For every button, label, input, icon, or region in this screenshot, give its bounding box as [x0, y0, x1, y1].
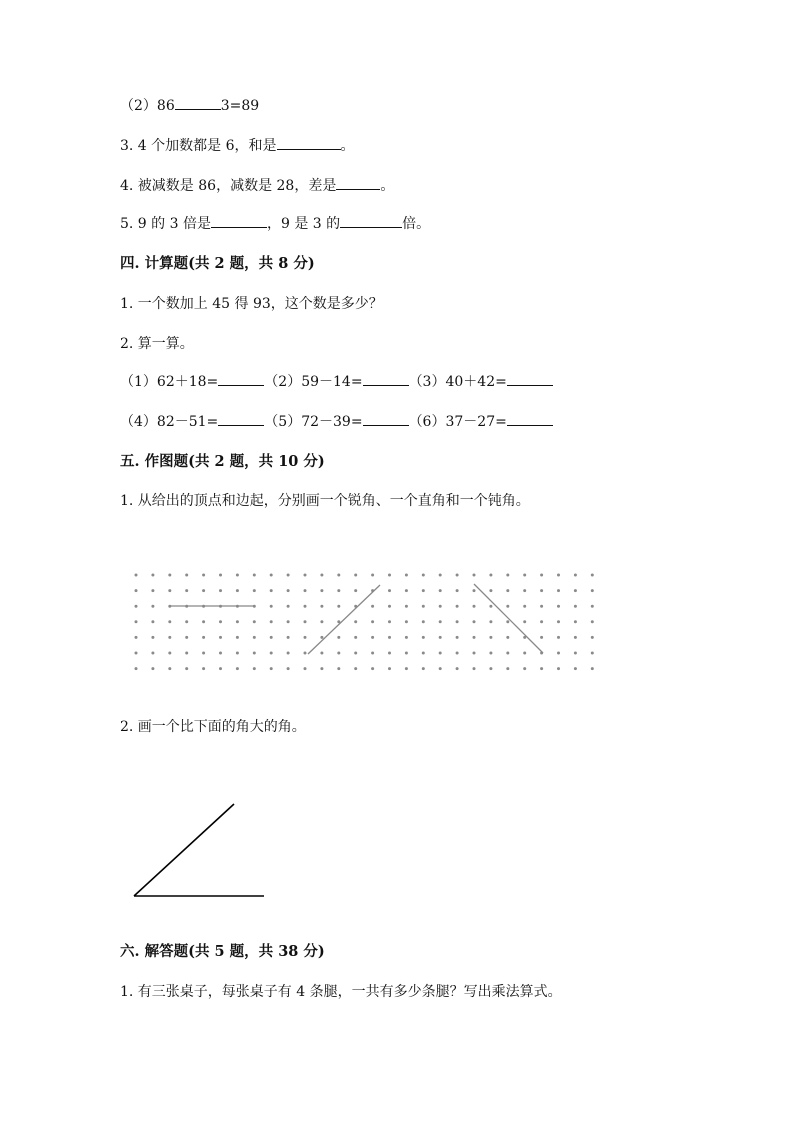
grid-dot [287, 620, 290, 623]
grid-dot [540, 589, 543, 592]
grid-dot [388, 652, 391, 655]
grid-dot [506, 636, 509, 639]
grid-dot [236, 589, 239, 592]
calc-item [120, 412, 264, 432]
grid-dot [185, 636, 188, 639]
q5-part1: 5. 9 的 3 倍是 [120, 216, 211, 232]
calc-item [409, 372, 553, 392]
grid-dot [405, 589, 408, 592]
grid-dot [304, 667, 307, 670]
grid-dot [574, 620, 577, 623]
q5-part2: ，9 是 3 的 [266, 216, 341, 232]
grid-dot [202, 620, 205, 623]
grid-dot [523, 574, 526, 577]
grid-dot [236, 636, 239, 639]
calc-item [409, 412, 553, 432]
grid-dot [287, 574, 290, 577]
grid-dot [506, 652, 509, 655]
grid-dot [557, 620, 560, 623]
grid-dot [151, 620, 154, 623]
grid-dot [185, 605, 188, 608]
grid-dot [439, 574, 442, 577]
grid-dot [253, 574, 256, 577]
s5-question-1: 1. 从给出的顶点和边起，分别画一个锐角、一个直角和一个钝角。 [120, 493, 530, 509]
grid-dot [540, 636, 543, 639]
grid-dot [287, 652, 290, 655]
calc-item [264, 372, 408, 392]
answer-blank[interactable] [340, 214, 402, 228]
grid-dot [523, 652, 526, 655]
grid-dot [202, 589, 205, 592]
grid-dot [219, 667, 222, 670]
grid-dot [388, 620, 391, 623]
grid-dot [354, 636, 357, 639]
grid-dot [135, 667, 138, 670]
grid-dot [489, 620, 492, 623]
grid-dot [557, 636, 560, 639]
grid-dot [574, 574, 577, 577]
grid-dot [506, 620, 509, 623]
obtuse-start-segment [474, 584, 543, 653]
q5-end: 倍。 [402, 216, 431, 232]
grid-dot [287, 605, 290, 608]
grid-dot [168, 620, 171, 623]
q4-end: 。 [380, 178, 395, 194]
calc-item [120, 372, 264, 392]
grid-dot [540, 620, 543, 623]
grid-dot [473, 574, 476, 577]
grid-dot [236, 620, 239, 623]
q3-end: 。 [340, 138, 355, 154]
grid-dot [270, 636, 273, 639]
grid-dot [236, 574, 239, 577]
grid-dot [270, 589, 273, 592]
grid-dot [456, 574, 459, 577]
grid-dot [371, 620, 374, 623]
answer-blank[interactable] [336, 176, 380, 190]
grid-dot [168, 636, 171, 639]
grid-dot [422, 636, 425, 639]
grid-dot [135, 652, 138, 655]
grid-dot [354, 589, 357, 592]
answer-blank[interactable] [507, 412, 553, 426]
grid-dot [185, 652, 188, 655]
grid-dot [405, 652, 408, 655]
grid-dot [304, 605, 307, 608]
grid-dot [489, 667, 492, 670]
grid-dot [253, 667, 256, 670]
grid-dot [185, 667, 188, 670]
grid-dot [287, 667, 290, 670]
grid-dot [456, 636, 459, 639]
grid-dot [489, 605, 492, 608]
grid-dot [236, 652, 239, 655]
grid-dot [354, 620, 357, 623]
calc-expression: （1）62＋18= [120, 374, 219, 390]
calc-expression: （3）40＋42= [408, 374, 507, 390]
grid-dot [337, 605, 340, 608]
grid-dot [337, 667, 340, 670]
grid-dot [439, 605, 442, 608]
grid-dot [287, 589, 290, 592]
grid-dot [219, 636, 222, 639]
grid-dot [574, 667, 577, 670]
s4-question-2: 2. 算一算。 [120, 336, 194, 352]
right-start-segment [308, 585, 380, 654]
grid-dot [405, 574, 408, 577]
grid-dot [540, 574, 543, 577]
grid-dot [506, 667, 509, 670]
calc-item [264, 412, 408, 432]
grid-dot [219, 605, 222, 608]
grid-dot [304, 636, 307, 639]
grid-dot [253, 589, 256, 592]
answer-blank[interactable] [277, 136, 341, 150]
grid-dot [422, 589, 425, 592]
grid-dot [219, 574, 222, 577]
question-4 [120, 176, 394, 196]
grid-dot [405, 620, 408, 623]
grid-dot [456, 652, 459, 655]
grid-dot [422, 652, 425, 655]
grid-dot [405, 667, 408, 670]
answer-blank[interactable] [507, 372, 553, 386]
grid-dot [371, 605, 374, 608]
grid-dot [135, 620, 138, 623]
s5-question-2: 2. 画一个比下面的角大的角。 [120, 719, 306, 735]
grid-dot [135, 574, 138, 577]
grid-dot [557, 605, 560, 608]
grid-dot [253, 652, 256, 655]
grid-dot [236, 667, 239, 670]
answer-blank[interactable] [363, 372, 409, 386]
grid-dot [489, 574, 492, 577]
grid-dot [456, 605, 459, 608]
grid-dot [439, 667, 442, 670]
grid-dot [168, 605, 171, 608]
grid-dot [422, 620, 425, 623]
grid-dot [557, 574, 560, 577]
grid-dot [489, 589, 492, 592]
grid-dot [574, 589, 577, 592]
answer-blank[interactable] [218, 412, 264, 426]
grid-dot [422, 574, 425, 577]
grid-dot [151, 636, 154, 639]
grid-dot [540, 667, 543, 670]
grid-dot [574, 636, 577, 639]
grid-dot [185, 620, 188, 623]
grid-dot [202, 636, 205, 639]
grid-dot [185, 574, 188, 577]
grid-dot [591, 667, 594, 670]
grid-dot [202, 667, 205, 670]
grid-dot [371, 636, 374, 639]
grid-dot [371, 574, 374, 577]
grid-dot [456, 667, 459, 670]
grid-dot [523, 667, 526, 670]
grid-dot [591, 620, 594, 623]
grid-dot [151, 605, 154, 608]
grid-dot [557, 589, 560, 592]
grid-dot [354, 667, 357, 670]
grid-dot [219, 620, 222, 623]
grid-dot [135, 589, 138, 592]
grid-dot [574, 652, 577, 655]
grid-dot [270, 574, 273, 577]
grid-dot [320, 574, 323, 577]
answer-blank[interactable] [363, 412, 409, 426]
grid-dot [219, 652, 222, 655]
grid-dot [320, 636, 323, 639]
grid-dot [337, 589, 340, 592]
q2-sub2-suffix: 3=89 [220, 98, 260, 114]
calc-expression: （6）37－27= [408, 414, 507, 430]
grid-dot [456, 620, 459, 623]
calc-expression: （4）82－51= [120, 414, 219, 430]
angle-ray-upper [134, 804, 234, 896]
grid-dot [253, 605, 256, 608]
grid-dot [523, 620, 526, 623]
grid-dot [591, 636, 594, 639]
grid-dot [439, 589, 442, 592]
grid-dot [591, 574, 594, 577]
grid-dot [320, 652, 323, 655]
calc-expression: （2）59－14= [264, 374, 363, 390]
question-3 [120, 136, 355, 156]
grid-dot [388, 636, 391, 639]
grid-dot [320, 620, 323, 623]
grid-dot [591, 589, 594, 592]
grid-dot [473, 605, 476, 608]
grid-dot [202, 574, 205, 577]
grid-dot [168, 652, 171, 655]
grid-dot [405, 605, 408, 608]
grid-dot [506, 605, 509, 608]
grid-dot [473, 589, 476, 592]
grid-dot [202, 652, 205, 655]
grid-dot [270, 620, 273, 623]
grid-dot [557, 667, 560, 670]
grid-dot [473, 636, 476, 639]
grid-dot [236, 605, 239, 608]
grid-dot [168, 667, 171, 670]
grid-dot [388, 667, 391, 670]
grid-dot [591, 605, 594, 608]
grid-dot [388, 589, 391, 592]
grid-dot [489, 636, 492, 639]
calc-expression: （5）72－39= [264, 414, 363, 430]
grid-dot [388, 574, 391, 577]
grid-dot [168, 589, 171, 592]
grid-dot [439, 652, 442, 655]
grid-dot [473, 652, 476, 655]
grid-dot [473, 667, 476, 670]
grid-dot [439, 620, 442, 623]
grid-dot [388, 605, 391, 608]
answer-blank[interactable] [218, 372, 264, 386]
section-4-heading: 四. 计算题(共 2 题，共 8 分) [120, 255, 315, 272]
s6-question-1: 1. 有三张桌子，每张桌子有 4 条腿，一共有多少条腿？写出乘法算式。 [120, 984, 562, 1000]
grid-dot [337, 574, 340, 577]
q2-sub2 [120, 96, 259, 116]
grid-dot [405, 636, 408, 639]
grid-dot [219, 589, 222, 592]
grid-dot [337, 636, 340, 639]
grid-dot [540, 605, 543, 608]
grid-dot [337, 652, 340, 655]
grid-dot [422, 667, 425, 670]
q3-text: 3. 4 个加数都是 6，和是 [120, 138, 277, 154]
grid-dot [320, 589, 323, 592]
grid-dot [304, 652, 307, 655]
grid-dot [253, 620, 256, 623]
grid-dot [270, 605, 273, 608]
grid-dot [151, 589, 154, 592]
grid-dot [304, 589, 307, 592]
grid-dot [287, 636, 290, 639]
grid-dot [337, 620, 340, 623]
grid-dot [574, 605, 577, 608]
grid-dot [168, 574, 171, 577]
grid-dot [371, 589, 374, 592]
grid-dot [354, 605, 357, 608]
grid-dot [540, 652, 543, 655]
grid-dot [439, 636, 442, 639]
grid-dot [320, 667, 323, 670]
s4-question-1: 1. 一个数加上 45 得 93，这个数是多少？ [120, 296, 383, 312]
q4-text: 4. 被减数是 86，减数是 28，差是 [120, 178, 337, 194]
grid-dot [354, 574, 357, 577]
grid-dot [371, 667, 374, 670]
grid-dot [151, 652, 154, 655]
calc-row-1 [120, 372, 553, 392]
grid-dot [557, 652, 560, 655]
grid-dot [151, 667, 154, 670]
grid-dot [354, 652, 357, 655]
question-5 [120, 214, 430, 234]
grid-dot [371, 652, 374, 655]
grid-dot [489, 652, 492, 655]
grid-dot [270, 667, 273, 670]
grid-dot [253, 636, 256, 639]
grid-dot [506, 589, 509, 592]
grid-dot [151, 574, 154, 577]
grid-dot [523, 605, 526, 608]
grid-dot [523, 589, 526, 592]
grid-dot [185, 589, 188, 592]
grid-dot [135, 636, 138, 639]
grid-dot [456, 589, 459, 592]
answer-blank[interactable] [211, 214, 267, 228]
grid-dot [473, 620, 476, 623]
grid-dot [304, 574, 307, 577]
section-5-heading: 五. 作图题(共 2 题，共 10 分) [120, 453, 325, 470]
section-6-heading: 六. 解答题(共 5 题，共 38 分) [120, 943, 325, 960]
grid-dot [506, 574, 509, 577]
calc-row-2 [120, 412, 553, 432]
answer-blank[interactable] [175, 96, 221, 110]
grid-dot [591, 652, 594, 655]
grid-dots [135, 574, 594, 671]
grid-dot [320, 605, 323, 608]
grid-dot [202, 605, 205, 608]
grid-dot [270, 652, 273, 655]
grid-dot [523, 636, 526, 639]
q2-sub2-prefix: （2）86 [120, 98, 175, 114]
grid-dot [135, 605, 138, 608]
grid-dot [304, 620, 307, 623]
grid-dot [422, 605, 425, 608]
